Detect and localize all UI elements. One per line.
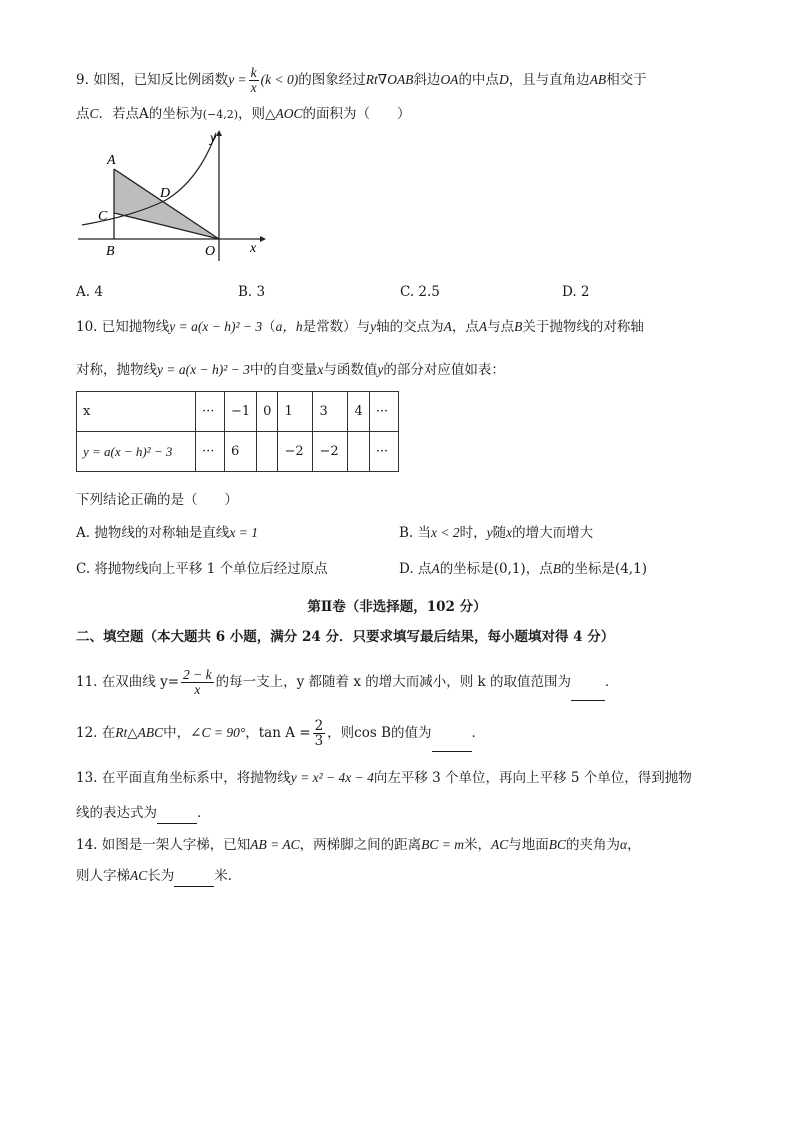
q14-t3: 米，	[464, 837, 492, 853]
q9-l2-b: ．若点A的坐标为	[98, 106, 203, 122]
table-cell: ···	[196, 432, 225, 472]
q9-frac-den: x	[250, 80, 257, 95]
q11-line	[76, 664, 619, 701]
q10-option-d[interactable]	[399, 559, 647, 579]
q10-x: x	[317, 362, 324, 377]
q14-ac2: AC	[130, 868, 148, 883]
y-axis-arrow	[216, 130, 222, 136]
label-d: D	[160, 186, 171, 201]
q10-b: B	[514, 319, 523, 334]
q10-t2: （	[262, 319, 276, 335]
q14-bc: BC	[548, 837, 567, 852]
q12-t2: 中，	[163, 725, 191, 741]
q10-prompt: 下列结论正确的是（ ）	[76, 492, 238, 508]
q10-y: y	[370, 319, 377, 334]
q9-func-y: y =	[228, 72, 247, 87]
q9-number: 9.	[76, 72, 89, 88]
q10-t5: ，点	[451, 319, 479, 335]
q10-parabola: y = a(x − h)² − 3	[169, 319, 263, 334]
q14-answer-blank[interactable]	[174, 866, 214, 887]
q14-t2: ，两梯脚之间的距离	[299, 837, 422, 853]
q12-tan: tan A =	[258, 725, 311, 741]
label-x: x	[250, 241, 257, 256]
q9-c: C	[89, 106, 99, 121]
q14-l2-a: 则人字梯	[76, 868, 130, 884]
q10-opt-d-coord2: (4,1)	[614, 561, 647, 577]
q13-t1: 在平面直角坐标系中，将抛物线	[101, 770, 291, 786]
q14-number: 14.	[76, 837, 98, 853]
q14-t5: 的夹角为	[566, 837, 621, 853]
q12-t1: 在	[101, 725, 116, 741]
q12-rt: Rt△ABC	[115, 725, 164, 740]
q14-t1: 如图是一架人字梯，已知	[101, 837, 251, 853]
q11-frac-num: 2 − k	[183, 667, 212, 682]
q13-expr: y = x² − 4x − 4	[290, 770, 374, 785]
q9-text-b: 的图象经过	[298, 72, 366, 88]
q10-opt-b-y: y	[486, 525, 493, 540]
q10-number: 10.	[76, 319, 98, 335]
table-cell: 6	[225, 432, 257, 472]
q9-l2-d: 的面积为（ ）	[302, 106, 411, 122]
q12-answer-blank[interactable]	[432, 715, 472, 752]
q10-opt-d-t3: ，点	[525, 561, 553, 577]
q10-option-a[interactable]	[76, 523, 258, 543]
q10-option-c[interactable]: C. 将抛物线向上平移 1 个单位后经过原点	[76, 561, 328, 577]
q9-l2-c: ，则	[238, 106, 266, 122]
q9-option-a[interactable]: A. 4	[76, 284, 103, 300]
q10-t4: 轴的交点为	[376, 319, 444, 335]
table-cell: −2	[313, 432, 348, 472]
q10-opt-b-t4: 的增大而增大	[512, 525, 594, 541]
table-cell: y = a(x − h)² − 3	[77, 432, 196, 472]
table-cell: 3	[313, 392, 348, 432]
q13-line1	[76, 768, 692, 788]
q9-oa: OA	[440, 72, 459, 87]
q13-number: 13.	[76, 770, 98, 786]
q10-opt-a-math: x = 1	[229, 525, 258, 540]
q14-eq1: AB = AC	[250, 837, 300, 852]
q11-number: 11.	[76, 674, 98, 690]
q11-text-b: 的每一支上，y 都随着 x 的增大而减小，则 k 的取值范围为	[215, 674, 572, 690]
q10-line2	[76, 360, 505, 380]
section2-heading: 二、填空题（本大题共 6 小题，满分 24 分．只要求填写最后结果，每小题填对得 4 分）	[76, 629, 615, 645]
q10-a2: A	[478, 319, 488, 334]
q10-opt-d-t2: 的坐标是	[439, 561, 494, 577]
q10-opt-a-text: A. 抛物线的对称轴是直线	[76, 525, 230, 541]
q14-t6: ，	[627, 837, 641, 853]
q10-opt-b-t1: B. 当	[399, 525, 432, 541]
q9-triangle: Rt∇OAB	[365, 72, 414, 87]
q14-alpha: α	[620, 837, 628, 852]
q10-t1: 已知抛物线	[101, 319, 170, 335]
q10-t7: 关于抛物线的对称轴	[522, 319, 644, 335]
q14-ac: AC	[491, 837, 509, 852]
label-a: A	[107, 153, 116, 168]
q14-l2-c: 米．	[214, 868, 242, 884]
q12-t3: ，	[245, 725, 259, 741]
q9-frac-num: k	[250, 65, 257, 80]
q12-angle: ∠C = 90°	[190, 725, 246, 740]
q12-fraction	[313, 719, 326, 748]
q10-opt-b-math: x < 2	[431, 525, 460, 540]
q11-text-a: 在双曲线 y=	[101, 674, 180, 690]
q9-line1	[76, 66, 647, 95]
q9-l2-a: 点	[76, 106, 90, 122]
q11-frac-den: x	[194, 682, 201, 697]
q9-aoc: △AOC	[265, 106, 303, 121]
q10-opt-b-x: x	[506, 525, 513, 540]
q9-figure	[74, 128, 274, 263]
q10-ah: a，h	[275, 319, 303, 334]
q9-text: 如图，已知反比例函数	[93, 72, 229, 88]
q10-opt-d-t4: 的坐标是	[560, 561, 615, 577]
q10-l2-c: 与函数值	[323, 362, 378, 378]
q13-answer-blank[interactable]	[157, 803, 197, 824]
q10-opt-d-a: A	[431, 561, 440, 576]
q10-option-b[interactable]	[399, 523, 593, 543]
q9-func-cond: (k < 0)	[260, 72, 299, 87]
q9-func-fraction	[249, 66, 259, 95]
q13-line2	[76, 803, 211, 824]
q11-fraction	[181, 668, 214, 697]
q10-opt-b-t2: 时，	[459, 525, 487, 541]
table-cell: ···	[369, 392, 398, 432]
q10-l2-a: 对称，抛物线	[76, 362, 157, 378]
q9-text-c: 斜边	[413, 72, 441, 88]
q10-a: A	[443, 319, 452, 334]
part2-title: 第Ⅱ卷（非选择题，102 分）	[307, 599, 487, 615]
q10-value-table	[76, 391, 399, 472]
table-cell: ···	[369, 432, 398, 472]
q10-t6: 与点	[487, 319, 515, 335]
q10-opt-d-t1: D. 点	[399, 561, 432, 577]
q9-text-e: ，且与直角边	[508, 72, 590, 88]
q10-opt-b-t3: 随	[492, 525, 507, 541]
table-row	[77, 392, 399, 432]
q14-t4: 与地面	[508, 837, 549, 853]
label-y: y	[210, 131, 217, 146]
table-cell: 0	[257, 392, 278, 432]
q9-option-d[interactable]: D. 2	[562, 284, 590, 300]
q12-line	[76, 715, 485, 752]
q9-coord: (−4,2)	[202, 108, 239, 121]
q12-end: ．	[471, 725, 485, 741]
q11-answer-blank[interactable]	[571, 664, 605, 701]
label-b: B	[106, 244, 115, 259]
table-cell	[348, 432, 369, 472]
table-cell: 4	[348, 392, 369, 432]
label-c: C	[98, 209, 108, 224]
q13-t2: 向左平移 3 个单位，再向上平移 5 个单位，得到抛物	[373, 770, 692, 786]
q9-line2	[76, 104, 410, 125]
q10-opt-d-coord1: (0,1)	[493, 561, 526, 577]
q10-opt-d-b: B	[552, 561, 561, 576]
q12-frac-den: 3	[314, 733, 324, 749]
q10-t3: 是常数）与	[302, 319, 371, 335]
q14-line2	[76, 866, 241, 887]
q9-option-b[interactable]: B. 3	[238, 284, 266, 300]
table-cell: 1	[278, 392, 313, 432]
q10-l2-b: 中的自变量	[249, 362, 318, 378]
q12-number: 12.	[76, 725, 98, 741]
table-cell: −2	[278, 432, 313, 472]
q9-d: D	[498, 72, 509, 87]
q10-parabola-2: y = a(x − h)² − 3	[157, 362, 250, 377]
table-cell: −1	[225, 392, 257, 432]
table-row	[77, 432, 399, 472]
q14-line1	[76, 835, 641, 855]
q9-text-f: 相交于	[606, 72, 647, 88]
x-axis-arrow	[260, 236, 266, 242]
q13-end: ．	[197, 805, 211, 821]
q10-y2: y	[377, 362, 384, 377]
q13-l2: 线的表达式为	[76, 805, 157, 821]
q9-option-c[interactable]: C. 2.5	[400, 284, 440, 300]
q10-line1	[76, 317, 644, 337]
label-o: O	[205, 244, 216, 259]
q12-frac-num: 2	[314, 718, 324, 734]
table-cell: x	[77, 392, 196, 432]
table-cell: ···	[196, 392, 225, 432]
q14-l2-b: 长为	[147, 868, 175, 884]
q9-text-d: 的中点	[458, 72, 499, 88]
q10-l2-d: 的部分对应值如表：	[383, 362, 505, 378]
q9-ab: AB	[589, 72, 607, 87]
q11-end: ．	[605, 674, 619, 690]
q12-t4: ，则	[327, 725, 355, 741]
table-cell	[257, 432, 278, 472]
q12-t5: 的值为	[391, 725, 432, 741]
q14-eq2: BC = m	[421, 837, 465, 852]
q12-cos: cos B	[354, 725, 391, 741]
